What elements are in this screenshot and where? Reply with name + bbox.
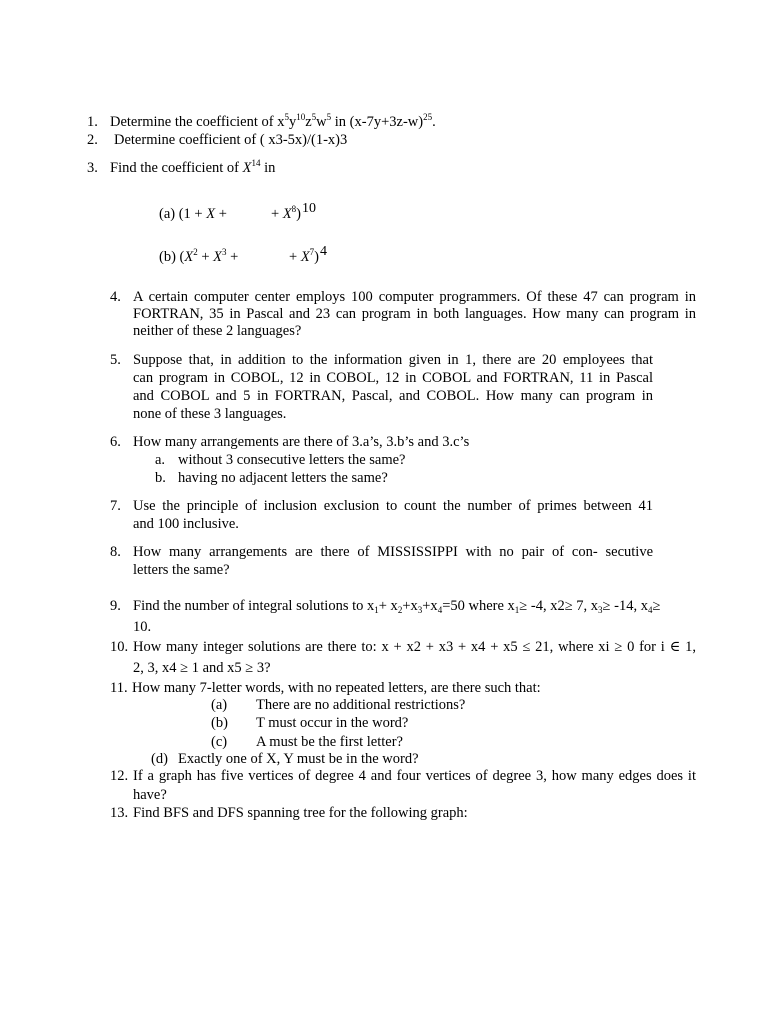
q13-text: Find BFS and DFS spanning tree for the following graph: <box>133 805 468 821</box>
q9-line-2: 10. <box>133 619 152 635</box>
q7-line-2: and 100 inclusive. <box>133 516 239 532</box>
q6-b-label: b. <box>155 470 166 486</box>
q8-number: 8. <box>110 544 121 560</box>
q5-line-2: can program in COBOL, 12 in COBOL, 12 in COBOL and FORTRAN, 11 in Pascal <box>133 370 653 386</box>
q4-line-2: FORTRAN, 35 in Pascal and 23 can program in both languages. How many can program in <box>133 306 696 322</box>
q8-line-1: How many arrangements are there of MISSISSIPPI with no pair of con- secutive <box>133 544 653 560</box>
q3-part-a-tail: + $X^8)10$ <box>271 201 317 222</box>
q6-text: How many arrangements are there of 3.a’s, 3.b’s and 3.c’s <box>133 434 470 450</box>
q8-line-2: letters the same? <box>133 562 230 578</box>
q10-number: 10. <box>110 639 129 655</box>
q3-part-b-tail: + $X^7)4$ <box>289 244 328 265</box>
q3-number: 3. <box>87 160 98 176</box>
q5-number: 5. <box>110 352 121 368</box>
q12-line-2: have? <box>133 787 167 803</box>
q4-number: 4. <box>110 289 121 305</box>
q11-c-text: A must be the first letter? <box>256 734 403 750</box>
q4-line-1: A certain computer center employs 100 computer programmers. Of these 47 can program in <box>133 289 696 305</box>
q10-line-1: How many integer solutions are there to: x + x2 + x3 + x4 + x5 ≤ 21, where xi ≥ 0 for i ∈ 1, <box>133 639 696 655</box>
q7-line-1: Use the principle of inclusion exclusion to count the number of primes between 41 <box>133 498 653 514</box>
q3-part-b: (b) ($X^2 + X^3$ + <box>159 247 239 265</box>
q11-b-label: (b) <box>211 715 228 731</box>
q13-number: 13. <box>110 805 129 821</box>
q12-number: 12. <box>110 768 129 784</box>
q7-number: 7. <box>110 498 121 514</box>
q3-part-a: (a) (1 + X + <box>159 206 227 222</box>
q9-line-1: Find the number of integral solutions to $x_1+ x_2+x_3+x_4=50$ where $x_1\ge -4$, x2≥ 7, $x_3\ge -14$, $x_4\ge$ <box>133 598 661 615</box>
q11-b-text: T must occur in the word? <box>256 715 409 731</box>
q11-a-text: There are no additional restrictions? <box>256 697 466 713</box>
q11-d-text: Exactly one of X, Y must be in the word? <box>178 751 419 767</box>
q11-d-label: (d) <box>151 751 168 767</box>
q6-number: 6. <box>110 434 121 450</box>
q2-text: Determine coefficient of ( x3-5x)/(1-x)3 <box>114 132 348 148</box>
q10-line-2: 2, 3, x4 ≥ 1 and x5 ≥ 3? <box>133 660 271 676</box>
q6-a-label: a. <box>155 452 166 468</box>
q4-line-3: neither of these 2 languages? <box>133 323 302 339</box>
q12-line-1: If a graph has five vertices of degree 4 and four vertices of degree 3, how many edges does it <box>133 768 696 784</box>
q11-a-label: (a) <box>211 697 228 713</box>
q9-number: 9. <box>110 598 121 614</box>
q11-number: 11. <box>110 680 128 696</box>
q5-line-4: none of these 3 languages. <box>133 406 287 422</box>
q1-text: Determine the coefficient of $x^5y^{10}z^5w^5$ in $(x-7y+3z-w)^{25}$. <box>110 112 436 130</box>
q3-text: Find the coefficient of $X^{14}$ in <box>110 158 276 176</box>
q1-number: 1. <box>87 114 98 130</box>
q6-b-text: having no adjacent letters the same? <box>178 470 388 486</box>
q11-text: How many 7-letter words, with no repeated letters, are there such that: <box>132 680 541 696</box>
q5-line-3: and COBOL and 5 in FORTRAN, Pascal, and COBOL. How many can program in <box>133 388 653 404</box>
q11-c-label: (c) <box>211 734 228 750</box>
q2-number: 2. <box>87 132 98 148</box>
q5-line-1: Suppose that, in addition to the information given in 1, there are 20 employees that <box>133 352 653 368</box>
q6-a-text: without 3 consecutive letters the same? <box>178 452 406 468</box>
